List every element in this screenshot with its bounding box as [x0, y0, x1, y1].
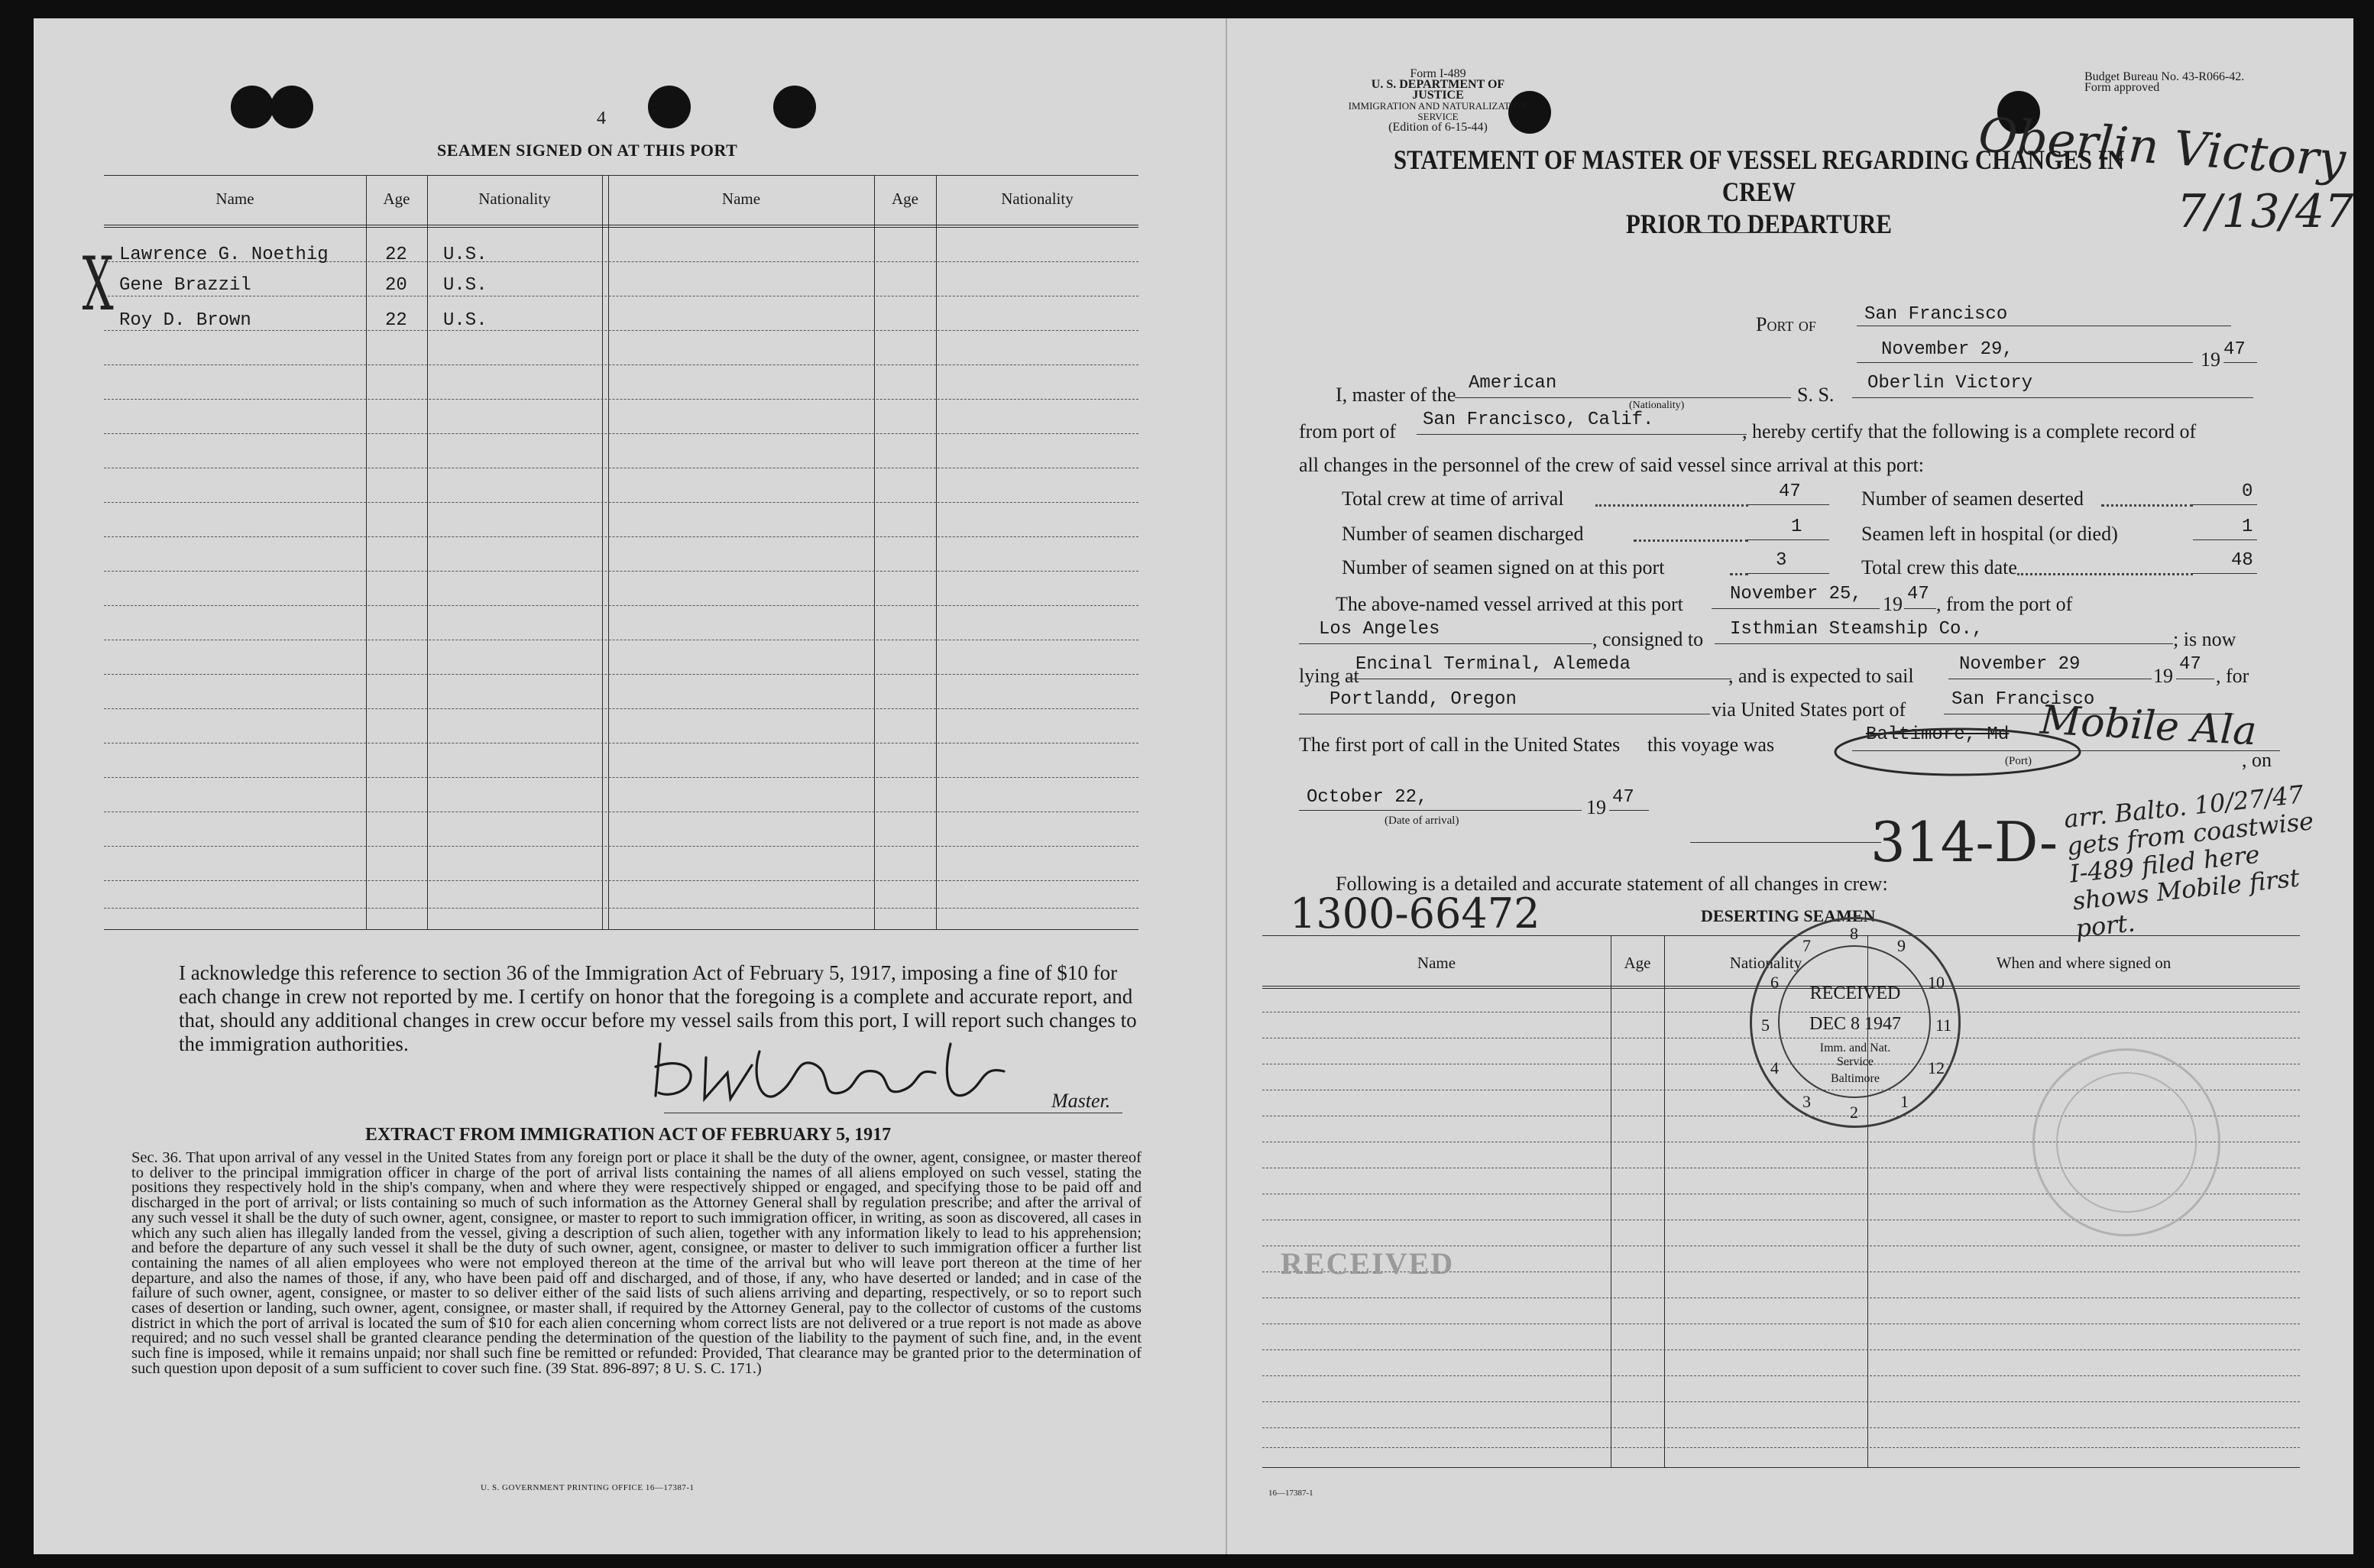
total-crew-arrival-value: 47: [1779, 481, 1801, 502]
handwritten-note: arr. Balto. 10/27/47 gets from coastwise I-489 filed here shows Mobile first port.: [2062, 779, 2315, 944]
date-of-arrival-caption: (Date of arrival): [1385, 815, 1459, 827]
statement-year: 47: [2223, 339, 2246, 360]
extract-title: EXTRACT FROM IMMIGRATION ACT OF FEBRUARY 5, 1917: [365, 1125, 892, 1145]
signed-on-label: Number of seamen signed on at this port: [1342, 556, 1665, 578]
page-number: 4: [597, 109, 606, 128]
year-prefix: 19: [2201, 348, 2220, 371]
for-label: , for: [2216, 665, 2249, 687]
col-header-nationality-2: Nationality: [1001, 190, 1074, 208]
acknowledgment-text: I acknowledge this reference to section 36 of the Immigration Act of February 5, 1917, imposing a fine of $10 for each change in crew not reported by me. I certify on honor that the foregoing is a complete and accurate report, and that, should any additional changes in crew occur before my vessel sails from this port, I will report such changes to the immigration authorities.: [179, 961, 1137, 1055]
form-header: [1346, 69, 1530, 133]
handwritten-file-number: 1300-66472: [1290, 889, 1540, 938]
sail-date: November 29: [1959, 654, 2081, 675]
stamp-number: 6: [1770, 973, 1779, 992]
form-title-line1: STATEMENT OF MASTER OF VESSEL REGARDING CHANGES IN CREW: [1393, 144, 2125, 207]
deserting-table-title: DESERTING SEAMEN: [1701, 906, 1876, 925]
destination: Portlandd, Oregon: [1330, 689, 1517, 710]
discharged-value: 1: [1791, 517, 1802, 537]
arrived-year: 47: [1907, 584, 1929, 604]
lying-at-label: lying at: [1299, 665, 1359, 687]
edition: (Edition of 6-15-44): [1388, 121, 1488, 134]
via-label: via United States port of: [1712, 698, 1906, 721]
punch-hole: [270, 86, 313, 128]
first-port-typed: Baltimore, Md: [1866, 724, 2010, 745]
table-row-3-nationality: U.S.: [443, 310, 487, 331]
master-label: Master.: [1051, 1090, 1111, 1112]
form-title-line2: PRIOR TO DEPARTURE: [1625, 209, 1893, 239]
port-caption: (Port): [2005, 755, 2032, 767]
sail-year-prefix: 19: [2153, 665, 2173, 687]
arrival-date: October 22,: [1307, 787, 1428, 808]
stamp-office: Imm. and Nat. Service: [1819, 1042, 1891, 1068]
from-port-label: from port of: [1299, 420, 1397, 442]
arrived-label: The above-named vessel arrived at this port: [1336, 593, 1683, 615]
punch-hole: [231, 86, 274, 128]
first-port-handwritten: Mobile Ala: [2039, 697, 2258, 755]
table-row-3-name: Roy D. Brown: [119, 310, 251, 331]
form-footer: 16—17387-1: [1268, 1489, 1313, 1498]
vessel-name: Oberlin Victory: [1867, 373, 2033, 394]
total-this-date-value: 48: [2231, 550, 2253, 571]
received-stamp: [1750, 917, 1961, 1128]
document-sheet: [34, 18, 2353, 1554]
punch-hole: [773, 86, 816, 128]
nationality-value: American: [1469, 373, 1557, 394]
statement-date: November 29,: [1881, 339, 2013, 360]
table-row-2-nationality: U.S.: [443, 275, 487, 296]
stamp-number: 2: [1850, 1103, 1858, 1122]
on-label: , on: [2242, 749, 2272, 771]
budget-bureau: [2084, 72, 2244, 93]
nationality-caption: (Nationality): [1629, 400, 1685, 411]
port-of-value: San Francisco: [1864, 304, 2008, 325]
stamp-number: 8: [1850, 924, 1858, 943]
handwritten-vessel-name: Oberlin Victory: [1977, 106, 2348, 188]
printing-office-footer: U. S. GOVERNMENT PRINTING OFFICE 16—17387-1: [481, 1483, 695, 1492]
deserting-col-name: Name: [1417, 954, 1456, 972]
punch-hole: [648, 86, 691, 128]
col-header-nationality: Nationality: [478, 190, 551, 208]
table-row-1-name: Lawrence G. Noethig: [119, 245, 329, 265]
sail-year: 47: [2179, 654, 2201, 675]
total-crew-arrival-label: Total crew at time of arrival: [1342, 488, 1564, 510]
is-now-label: ; is now: [2173, 628, 2236, 650]
deserted-label: Number of seamen deserted: [1861, 488, 2084, 510]
stamp-number: 4: [1770, 1058, 1779, 1077]
stamp-date: DEC 8 1947: [1809, 1014, 1901, 1034]
master-of-label: I, master of the: [1336, 384, 1456, 406]
handwritten-x-mark: X: [82, 241, 114, 327]
col-header-name-2: Name: [721, 190, 761, 208]
handwritten-circle: [1828, 720, 2087, 782]
extract-text: Sec. 36. That upon arrival of any vessel in the United States from any foreign port or place it shall be the duty of the owner, agent, consignee, or master thereof to deliver to the principal immigration officer in charge of the port of arrival lists containing the names of all aliens employed on such vessel, stating the positions they respectively hold in the ship's company, when and where they were respectively shipped or engaged, and specifying those to be paid off and discharged in the port of arrival; or lists containing so much of such information as the Attorney General shall by regulation prescribe; and after the arrival of any such vessel it shall be the duty of such owner, agent, consignee, or master to report to such immigration officer, in writing, as soon as discovered, all cases in which any such alien has illegally landed from the vessel, giving a description of such alien, together with any information likely to lead to his apprehension; and before the departure of any such vessel it shall be the duty of such owner, agent, consignee, or master to deliver to such immigration officer a further list containing the names of all alien employees who were not employed thereon at the time of the arrival but who will leave port thereon at the time of her departure, and also the names of those, if any, who have been paid off and discharged, and of those, if any, who have deserted or landed; and in case of the failure of such owner, agent, consignee, or master to so deliver either of the said lists of such aliens arriving and departing, respectively, or so to report such cases of desertion or landing, such owner, agent, consignee, or master shall, if required by the Attorney General, pay to the collector of customs of the customs district in which the port of arrival is located the sum of $10 for each alien concerning whom correct lists are not delivered or a true report is not made as above required; and no such vessel shall be granted clearance pending the determination of the question of the liability to the payment of such fine, and, in the event such fine is imposed, while it remains unpaid; nor shall such fine be remitted or refunded: Provided, That clearance may be granted prior to the determination of such question upon deposit of a sum sufficient to cover such fine. (39 Stat. 896-897; 8 U. S. C. 171.): [131, 1149, 1142, 1377]
via-port: San Francisco: [1951, 689, 2095, 710]
form-title: [1385, 144, 2133, 240]
stamp-number: 1: [1900, 1092, 1909, 1111]
stamp-received-text: RECEIVED: [1809, 983, 1901, 1003]
table-row-1-age: 22: [385, 245, 407, 265]
handwritten-date: 7/13/47: [2177, 185, 2354, 238]
arrival-year-prefix: 19: [1586, 796, 1606, 818]
ss-label: S. S.: [1797, 384, 1835, 406]
col-header-name: Name: [215, 190, 254, 208]
port-of-label: Port of: [1756, 313, 1816, 335]
form-number: Form I-489: [1410, 67, 1466, 80]
table-row-3-age: 22: [385, 310, 407, 331]
stamp-number: 9: [1897, 936, 1906, 955]
following-text: Following is a detailed and accurate statement of all changes in crew:: [1336, 873, 1888, 895]
department: U. S. DEPARTMENT OF JUSTICE: [1371, 78, 1505, 102]
handwritten-code: 314-D-: [1870, 810, 2058, 874]
expected-to-sail-label: , and is expected to sail: [1728, 665, 1914, 687]
stamp-city: Baltimore: [1831, 1072, 1880, 1085]
lying-at-value: Encinal Terminal, Alemeda: [1355, 654, 1631, 675]
stamp-number: 7: [1802, 936, 1811, 955]
stamp-number: 12: [1928, 1058, 1945, 1077]
table-row-2-age: 20: [385, 275, 407, 296]
total-this-date-label: Total crew this date: [1861, 556, 2017, 578]
signed-on-table-title: SEAMEN SIGNED ON AT THIS PORT: [437, 141, 738, 160]
hospital-label: Seamen left in hospital (or died): [1861, 523, 2118, 545]
discharged-label: Number of seamen discharged: [1342, 523, 1584, 545]
budget-bureau-number: Budget Bureau No. 43-R066-42.: [2084, 70, 2245, 83]
this-voyage-label: this voyage was: [1647, 734, 1775, 756]
all-changes-text: all changes in the personnel of the crew of said vessel since arrival at this port:: [1299, 454, 1925, 476]
deserting-col-age: Age: [1624, 954, 1651, 972]
arrival-year: 47: [1612, 787, 1634, 808]
from-port-value: San Francisco, Calif.: [1423, 410, 1654, 430]
form-approved: Form approved: [2084, 81, 2160, 94]
table-row-1-nationality: U.S.: [443, 245, 487, 265]
deserting-col-nationality: Nationality: [1729, 954, 1802, 972]
master-signature: [645, 1029, 1042, 1113]
arrived-year-prefix: 19: [1883, 593, 1903, 615]
stamp-number: 3: [1802, 1092, 1811, 1111]
deserting-col-when-where: When and where signed on: [1996, 954, 2172, 972]
faint-received-stamp: RECEIVED: [1281, 1246, 1455, 1281]
stamp-number: 11: [1935, 1016, 1952, 1035]
stamp-number: 5: [1761, 1016, 1770, 1035]
page-fold: [1226, 18, 1227, 1554]
certify-text: , hereby certify that the following is a complete record of: [1742, 420, 2197, 442]
service-name: IMMIGRATION AND NATURALIZATION SERVICE: [1348, 100, 1528, 122]
stamp-number: 10: [1928, 973, 1945, 992]
consigned-to: Isthmian Steamship Co.,: [1730, 619, 1984, 640]
arrived-date: November 25,: [1730, 584, 1862, 604]
faint-rotated-stamp: [2032, 1048, 2220, 1236]
signed-on-value: 3: [1776, 550, 1787, 571]
from-the-port-of-label: , from the port of: [1936, 593, 2073, 615]
consigned-label: , consigned to: [1592, 628, 1704, 650]
arrived-from-port: Los Angeles: [1319, 619, 1440, 640]
first-port-label: The first port of call in the United States: [1299, 734, 1621, 756]
hospital-value: 1: [2242, 517, 2253, 537]
col-header-age: Age: [383, 190, 410, 208]
deserted-value: 0: [2242, 481, 2253, 502]
table-row-2-name: Gene Brazzil: [119, 275, 251, 296]
col-header-age-2: Age: [892, 190, 918, 208]
